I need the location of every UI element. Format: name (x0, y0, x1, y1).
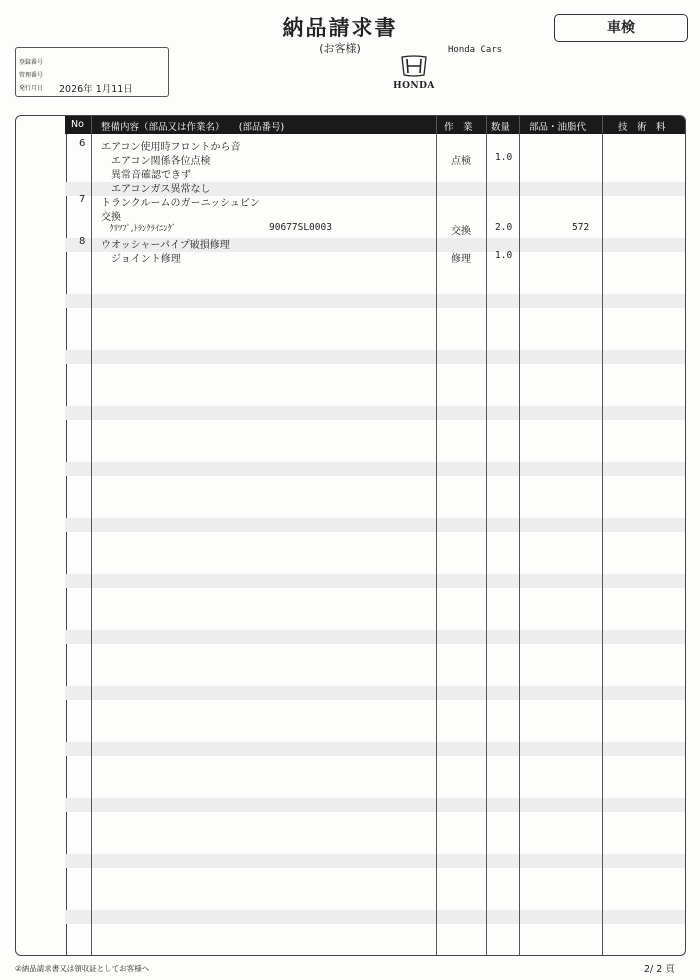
registration-number-label: 登録番号 (19, 59, 44, 66)
item-description: 交換 (101, 212, 121, 223)
item-description: ウオッシャーパイプ破損修理 (101, 240, 230, 251)
row-stripe (65, 462, 685, 476)
honda-h-icon (399, 55, 429, 77)
page-number: 2/ 2 頁 (644, 964, 675, 975)
part-number: 90677SL0003 (269, 222, 332, 233)
customer-info-box (15, 47, 169, 97)
row-stripe (65, 910, 685, 924)
quantity: 1.0 (495, 152, 513, 163)
column-header-description: 整備内容（部品又は作業名） (部品番号) (101, 122, 285, 133)
item-description: エアコンガス異常なし (101, 184, 211, 195)
document-subtitle: (お客様) (319, 42, 361, 55)
item-description: ｸﾘﾂﾌﾟ,ﾄﾗﾝｸﾗｲﾆﾝｸﾞ (101, 224, 176, 234)
column-divider (436, 116, 437, 955)
service-items-table (65, 115, 686, 956)
column-divider (602, 116, 603, 955)
row-stripe (65, 406, 685, 420)
item-description: エアコン関係各位点検 (101, 156, 211, 167)
issue-date: 2026年 1月11日 (59, 84, 133, 95)
row-stripe (65, 518, 685, 532)
row-stripe (65, 798, 685, 812)
issue-date-label: 発行月日 (19, 85, 44, 92)
row-stripe (65, 294, 685, 308)
column-divider (486, 116, 487, 955)
work-type: 交換 (451, 226, 471, 237)
row-stripe (65, 742, 685, 756)
column-divider (519, 116, 520, 955)
column-header-quantity: 数量 (491, 122, 511, 133)
quantity: 1.0 (495, 250, 513, 261)
honda-logo (388, 55, 440, 91)
item-description: トランクルームのガーニッシュピン (101, 198, 260, 209)
dealer-name: Honda Cars (448, 45, 503, 55)
inspection-badge: 車検 (554, 14, 688, 42)
quantity: 2.0 (495, 222, 513, 233)
document-title: 納品請求書 (282, 16, 398, 40)
item-description: ジョイント修理 (101, 254, 181, 265)
column-header-no: No (71, 119, 84, 130)
work-type: 点検 (451, 156, 471, 167)
item-description: エアコン使用時フロントから音 (101, 142, 241, 153)
column-header-technical-fee: 技 術 料 (618, 122, 666, 133)
item-number: 8 (79, 236, 86, 247)
row-stripe (65, 574, 685, 588)
logo-text: HONDA (393, 81, 435, 91)
management-number-label: 管理番号 (19, 72, 44, 79)
work-type: 修理 (451, 254, 471, 265)
row-stripe (65, 350, 685, 364)
table-header (65, 116, 685, 134)
item-number: 7 (79, 194, 86, 205)
row-stripe (65, 686, 685, 700)
parts-cost: 572 (572, 222, 590, 233)
column-header-work: 作 業 (444, 122, 473, 133)
column-header-parts-cost: 部品・油脂代 (529, 122, 587, 133)
item-description: 異常音確認できず (101, 170, 191, 181)
column-divider (91, 116, 92, 955)
row-stripe (65, 630, 685, 644)
side-panel (15, 115, 67, 956)
footer-note: ②納品請求書又は領収証としてお客様へ (15, 964, 150, 973)
row-stripe (65, 854, 685, 868)
item-number: 6 (79, 138, 86, 149)
